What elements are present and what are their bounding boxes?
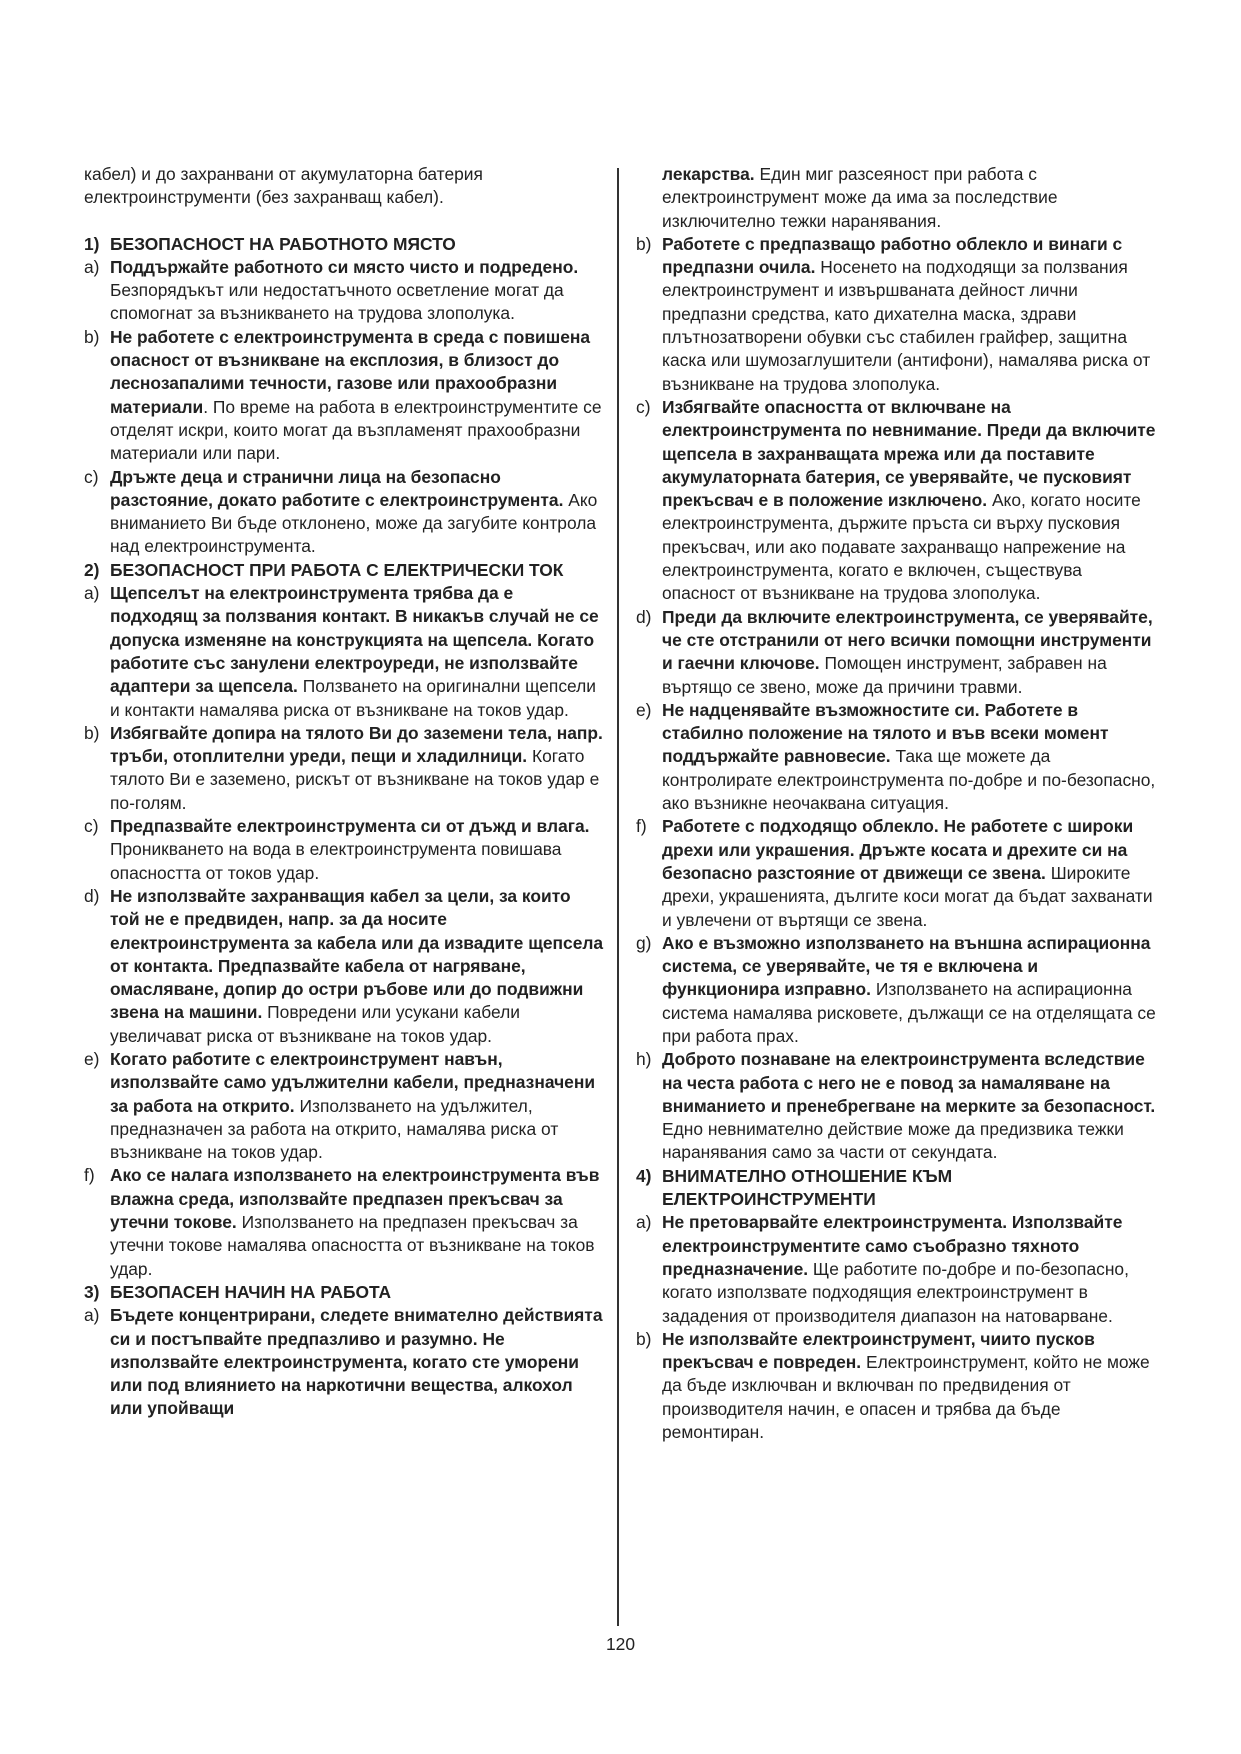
item-letter: c)	[84, 466, 99, 487]
item-text: Използването на удължител, предназначен за работа на открито, намалява риска от възникване на токов удар.	[110, 1095, 559, 1163]
list-item	[636, 699, 1160, 815]
item-text: Широките дрехи, украшенията, дългите коси могат да бъдат захванати и увлечени от въртящи се звена.	[662, 862, 1153, 930]
item-text: Носенето на подходящи за ползвания електроинструмент и извършваната дейност лични предпазни средства, като дихателна маска, здрави плътнозатворени обувки със стабилен грайфер, защитна каска или шумозаглушители (антифони), намалява риска от възникване на трудова злополука.	[662, 257, 1151, 394]
list-item	[84, 815, 604, 885]
item-bold-text: Преди да включите електроинструмента, се уверявайте, че сте отстранили от него всички помощни инструменти и гаечни ключове.	[662, 606, 1153, 674]
item-text: Ако вниманието Ви бъде отклонено, може да загубите контрола над електроинструмента.	[110, 489, 598, 557]
section-2-heading	[84, 559, 604, 582]
item-letter: a)	[84, 583, 100, 604]
item-bold-text: лекарства.	[662, 164, 755, 184]
item-bold-text: Ако е възможно използването на външна аспирационна система, се уверявайте, че тя е включена и функционира изправно.	[662, 932, 1151, 1000]
item-bold-text: Доброто познаване на електроинструмента вследствие на честа работа с него не е повод за намаляване на вниманието и пренебрегване на мерките за безопасност.	[662, 1049, 1156, 1116]
item-letter: d)	[636, 606, 652, 627]
section-title: БЕЗОПАСНОСТ ПРИ РАБОТА С ЕЛЕКТРИЧЕСКИ ТОК	[110, 559, 564, 580]
section-number: 3)	[84, 1281, 100, 1302]
list-item	[636, 1211, 1160, 1327]
item-letter: a)	[84, 256, 100, 277]
item-bold-text: Не претоварвайте електроинструмента. Използвайте електроинструментите само съобразно тяхното предназначение.	[662, 1212, 1123, 1279]
list-item	[636, 815, 1160, 931]
right-column	[636, 163, 1160, 1444]
item-text: Повредени или усукани кабели увеличават риска от възникване на токов удар.	[110, 1002, 520, 1046]
intro-paragraph: кабел) и до захранвани от акумулаторна батерия електроинструменти (без захранващ кабел).	[84, 164, 483, 208]
item-letter: g)	[636, 932, 652, 953]
item-letter: e)	[636, 699, 652, 720]
item-bold-text: Избягвайте опасността от включване на електроинструмента по невнимание. Преди да включите щепсела в захранващата мрежа или да поставите акумулаторната батерия, се уверявайте, че пусковият прекъсвач е в положение изключено.	[662, 396, 1156, 511]
item-letter: f)	[636, 816, 647, 837]
item-letter: h)	[636, 1049, 652, 1070]
item-bold-text: Щепселът на електроинструмента трябва да е подходящ за ползвания контакт. В никакъв случай не се допуска изменяне на конструкцията на щепсела. Когато работите със занулени електроуреди, не използвайте адаптери за щепсела.	[110, 583, 599, 697]
column-divider	[617, 168, 619, 1626]
item-text: Един миг разсеяност при работа с електроинструмент може да има за последствие изключително тежки наранявания.	[662, 164, 1058, 231]
item-letter: b)	[84, 722, 100, 743]
item-bold-text: Ако се налага използването на електроинструмента във влажна среда, използвайте предпазен прекъсвач за утечни токове.	[110, 1165, 600, 1233]
item-letter: b)	[636, 233, 652, 254]
list-item	[84, 582, 604, 722]
item-text: Когато тялото Ви е заземено, рискът от възникване на токов удар е по-голям.	[110, 746, 600, 813]
section-number: 1)	[84, 233, 100, 254]
list-item	[636, 606, 1160, 699]
item-text: Ще работите по-добре и по-безопасно, когато използвате подходящия електроинструмент в зададения от производителя диапазон на натоварване.	[662, 1258, 1129, 1326]
list-item	[84, 1164, 604, 1280]
list-item	[84, 326, 604, 466]
item-text: Електроинструмент, който не може да бъде изключван и включван по предвидения от производителя начин, е опасен и трябва да бъде ремонтиран.	[662, 1352, 1150, 1443]
item-letter: c)	[84, 816, 99, 837]
section-title: БЕЗОПАСЕН НАЧИН НА РАБОТА	[110, 1281, 392, 1302]
list-item	[84, 885, 604, 1048]
item-bold-text: Когато работите с електроинструмент навън, използвайте само удължителни кабели, предназначени за работа на открито.	[110, 1048, 596, 1116]
list-item-continued	[636, 163, 1160, 233]
item-text: Ако, когато носите електроинструмента, държите пръста си върху пусковия прекъсвач, или ако подавате захранващо напрежение на електроинструмента, когато е включен, съществува опасност от възникване на трудова злополука.	[662, 490, 1141, 604]
item-bold-text: Предпазвайте електроинструмента си от дъжд и влага.	[110, 816, 590, 837]
item-bold-text: Избягвайте допира на тялото Ви до заземени тела, напр. тръби, отоплителни уреди, пещи и хладилници.	[110, 722, 603, 767]
item-bold-text: Дръжте деца и странични лица на безопасно разстояние, докато работите с електроинструмента.	[110, 466, 564, 510]
list-item	[636, 1328, 1160, 1444]
item-text: Помощен инструмент, забравен на въртящо се звено, може да причини травми.	[662, 653, 1107, 697]
item-bold-text: Бъдете концентрирани, следете внимателно действията си и постъпвайте предпазливо и разумно. Не използвайте електроинструмента, когато сте уморени или под влиянието на наркотични вещества, алкохол или упойващи	[110, 1305, 603, 1419]
list-item	[84, 1304, 604, 1420]
item-bold-text: Не използвайте захранващия кабел за цели, за които той не е предвиден, напр. за да носите електроинструмента за кабела или да извадите щепсела от контакта. Предпазвайте кабела от нагряване, омасляване, допир до остри ръбове или до подвижни звена на машини.	[110, 885, 604, 1023]
list-item	[84, 466, 604, 559]
item-bold-text: Не използвайте електроинструмент, чиито пусков прекъсвач е повреден.	[662, 1328, 1095, 1373]
item-bold-text: Не работете с електроинструмента в среда с повишена опасност от възникване на експлозия, в близост до леснозапалими течности, газове или прахообразни материали	[110, 326, 591, 417]
item-letter: e)	[84, 1048, 100, 1069]
item-text: Безпорядъкът или недостатъчното осветление могат да спомогнат за възникването на трудова злополука.	[110, 280, 564, 324]
item-letter: a)	[84, 1305, 100, 1326]
section-1-heading	[84, 233, 604, 256]
section-title: ВНИМАТЕЛНО ОТНОШЕНИЕ КЪМ ЕЛЕКТРОИНСТРУМЕНТИ	[662, 1165, 953, 1210]
page-number: 120	[605, 1634, 635, 1654]
item-letter: c)	[636, 396, 651, 417]
item-bold-text: Работете с подходящо облекло. Не работете с широки дрехи или украшения. Дръжте косата и дрехите си на безопасно разстояние от движещи се звена.	[662, 816, 1134, 883]
item-letter: d)	[84, 885, 100, 906]
section-number: 4)	[636, 1165, 652, 1186]
item-text: Едно невнимателно действие може да предизвика тежки наранявания само за части от секундата.	[662, 1119, 1124, 1163]
list-item	[84, 256, 604, 326]
left-column	[84, 163, 604, 1421]
item-letter: f)	[84, 1165, 95, 1186]
list-item	[636, 396, 1160, 606]
list-item	[84, 722, 604, 815]
section-title: БЕЗОПАСНОСТ НА РАБОТНОТО МЯСТО	[110, 233, 456, 254]
section-4-heading	[636, 1165, 1160, 1212]
item-letter: a)	[636, 1212, 652, 1233]
list-item	[636, 1048, 1160, 1164]
section-number: 2)	[84, 559, 100, 580]
item-text: . По време на работа в електроинструментите се отделят искри, които могат да възпламенят прахообразни материали или пари.	[110, 396, 602, 464]
list-item	[636, 932, 1160, 1048]
item-letter: b)	[636, 1328, 652, 1349]
item-text: Използването на аспирационна система намалява рисковете, дължащи се на отделящата се при работа прах.	[662, 979, 1156, 1046]
section-3-heading	[84, 1281, 604, 1304]
item-text: Така ще можете да контролирате електроинструмента по-добре и по-безопасно, ако възникне неочаквана ситуация.	[662, 746, 1156, 814]
list-item	[636, 233, 1160, 396]
item-bold-text: Поддържайте работното си място чисто и подредено.	[110, 256, 579, 277]
spacer	[84, 210, 604, 233]
item-text: Ползването на оригинални щепсели и контакти намалява риска от възникване на токов удар.	[110, 676, 596, 720]
list-item	[84, 1048, 604, 1164]
item-letter: b)	[84, 326, 100, 347]
item-text: Използването на предпазен прекъсвач за утечни токове намалява опасността от възникване на токов удар.	[110, 1212, 595, 1279]
item-bold-text: Не надценявайте възможностите си. Работете в стабилно положение на тялото и във всеки момент поддържайте равновесие.	[662, 699, 1109, 767]
item-bold-text: Работете с предпазващо работно облекло и винаги с предпазни очила.	[662, 233, 1123, 278]
item-text: Проникването на вода в електроинструмента повишава опасността от токов удар.	[110, 839, 562, 883]
